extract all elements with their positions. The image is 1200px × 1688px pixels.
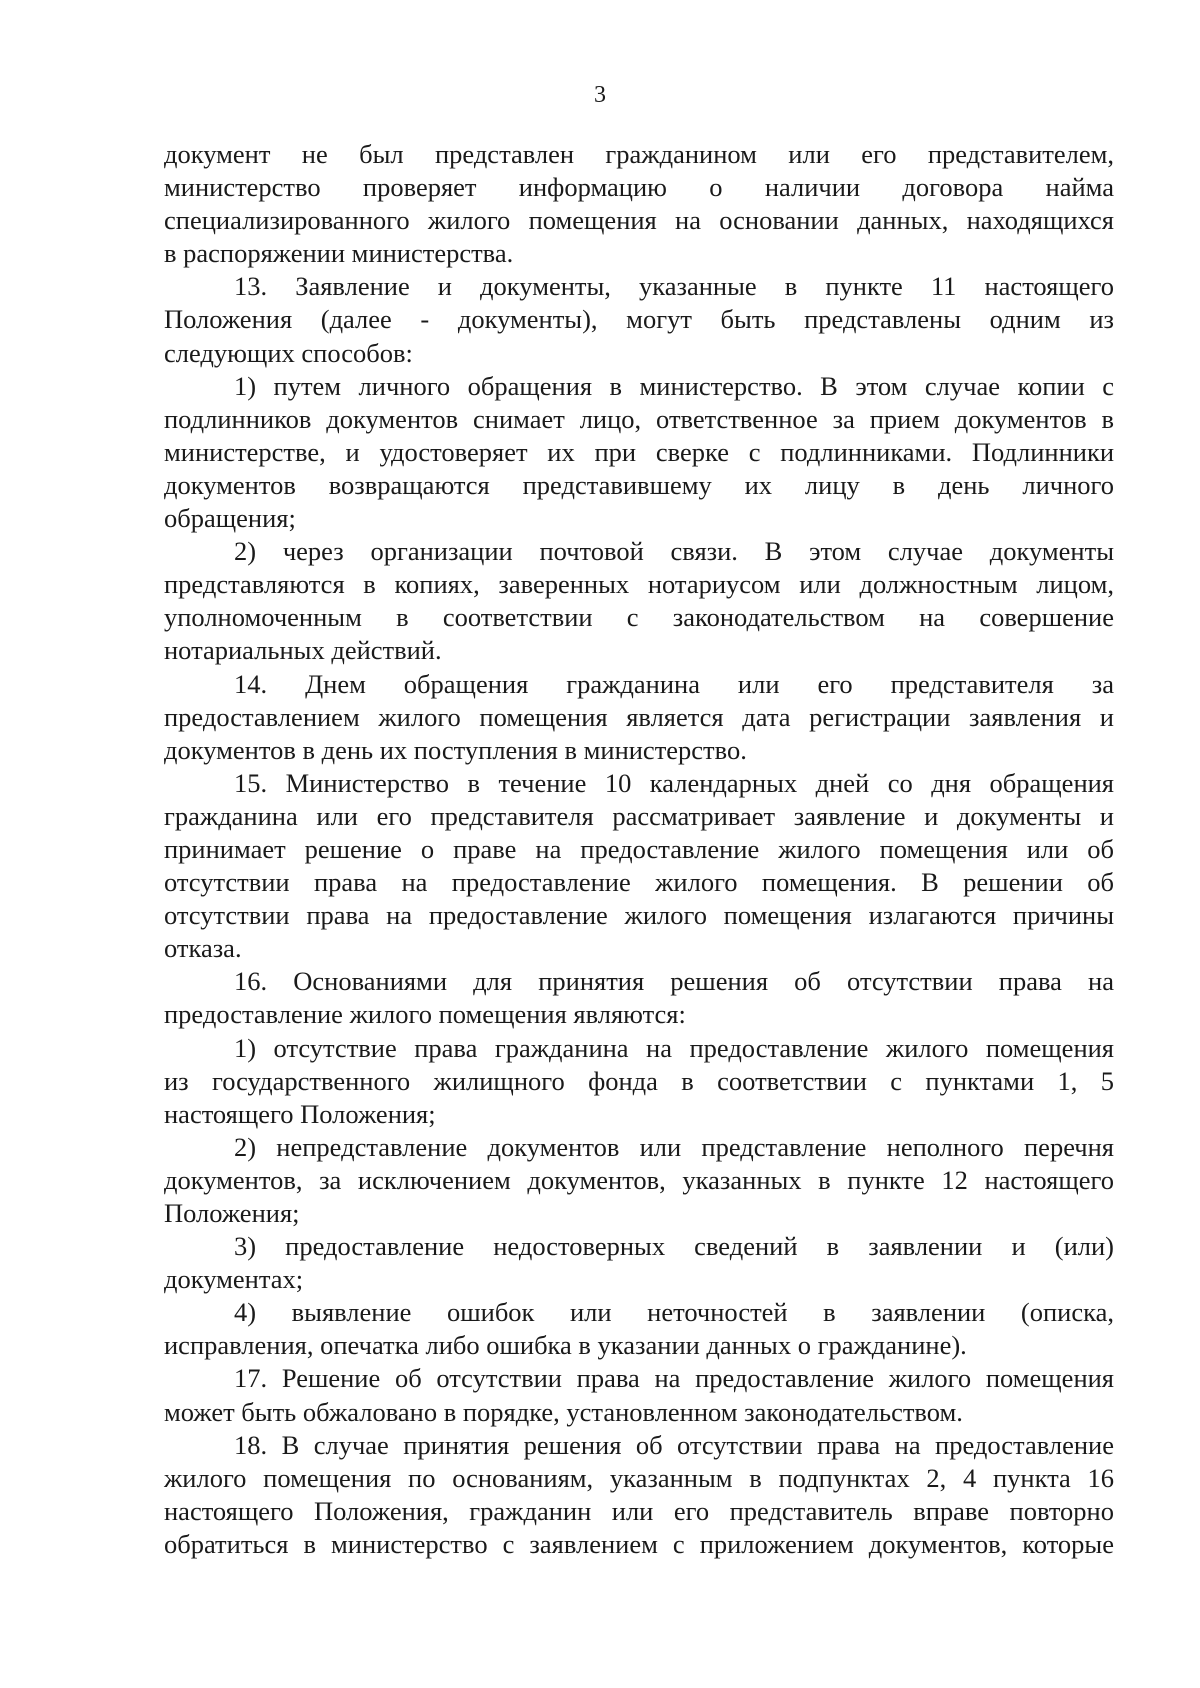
text-line: 1) путем личного обращения в министерство. В этом случае копии с xyxy=(234,370,1114,401)
text-line: 3) предоставление недостоверных сведений в заявлении и (или) xyxy=(234,1231,1114,1262)
text-line: 13. Заявление и документы, указанные в пункте 11 настоящего xyxy=(234,271,1114,302)
text-line: министерстве, и удостоверяет их при сверке с подлинниками. Подлинники xyxy=(164,436,1114,467)
text-line: документов возвращаются представившему их лицу в день личного xyxy=(164,469,1114,500)
text-line: 17. Решение об отсутствии права на предоставление жилого помещения xyxy=(234,1363,1114,1394)
text-line: предоставлением жилого помещения является дата регистрации заявления и xyxy=(164,701,1114,732)
text-line: жилого помещения по основаниям, указанным в подпунктах 2, 4 пункта 16 xyxy=(164,1462,1114,1493)
text-line: 15. Министерство в течение 10 календарных дней со дня обращения xyxy=(234,767,1114,798)
text-line: настоящего Положения; xyxy=(164,1098,436,1129)
text-line: документов, за исключением документов, указанных в пункте 12 настоящего xyxy=(164,1164,1114,1195)
text-line: документов в день их поступления в министерство. xyxy=(164,734,747,765)
text-line: отсутствии права на предоставление жилого помещения излагаются причины xyxy=(164,900,1114,931)
text-line: документ не был представлен гражданином или его представителем, xyxy=(164,139,1114,169)
text-line: 2) непредставление документов или представление неполного перечня xyxy=(234,1131,1114,1162)
text-line: Положения; xyxy=(164,1198,300,1228)
text-line: в распоряжении министерства. xyxy=(164,238,514,269)
text-line: отсутствии права на предоставление жилого помещения. В решении об xyxy=(164,867,1114,898)
text-line: специализированного жилого помещения на основании данных, находящихся xyxy=(164,205,1114,236)
text-line: принимает решение о праве на предоставление жилого помещения или об xyxy=(164,833,1114,864)
text-line: представляются в копиях, заверенных нотариусом или должностным лицом, xyxy=(164,569,1114,600)
text-line: Положения (далее - документы), могут быть представлены одним из xyxy=(164,304,1114,335)
text-line: документах; xyxy=(164,1264,304,1295)
document-body xyxy=(164,138,1114,1561)
text-line: подлинников документов снимает лицо, ответственное за прием документов в xyxy=(164,403,1114,434)
text-line: нотариальных действий. xyxy=(164,635,442,666)
text-line: настоящего Положения, гражданин или его представитель вправе повторно xyxy=(164,1495,1114,1526)
text-line: может быть обжаловано в порядке, установленном законодательством. xyxy=(164,1396,963,1427)
text-line: отказа. xyxy=(164,933,242,964)
page-number: 3 xyxy=(594,82,606,108)
text-line: предоставление жилого помещения являются: xyxy=(164,999,686,1030)
text-line: обратиться в министерство с заявлением с приложением документов, которые xyxy=(164,1528,1114,1559)
text-line: уполномоченным в соответствии с законодательством на совершение xyxy=(164,602,1114,633)
text-line: исправления, опечатка либо ошибка в указании данных о гражданине). xyxy=(164,1330,967,1361)
text-line: 14. Днем обращения гражданина или его представителя за xyxy=(234,668,1114,699)
text-line: 4) выявление ошибок или неточностей в заявлении (описка, xyxy=(234,1297,1114,1328)
text-line: 2) через организации почтовой связи. В этом случае документы xyxy=(234,536,1114,567)
text-line: гражданина или его представителя рассматривает заявление и документы и xyxy=(164,800,1114,831)
text-line: 1) отсутствие права гражданина на предоставление жилого помещения xyxy=(234,1032,1114,1063)
text-line: министерство проверяет информацию о наличии договора найма xyxy=(164,172,1114,203)
text-line: из государственного жилищного фонда в соответствии с пунктами 1, 5 xyxy=(164,1065,1114,1096)
text-line: обращения; xyxy=(164,503,296,534)
text-line: следующих способов: xyxy=(164,337,413,368)
text-line: 16. Основаниями для принятия решения об отсутствии права на xyxy=(234,966,1114,997)
text-line: 18. В случае принятия решения об отсутствии права на предоставление xyxy=(234,1429,1114,1460)
